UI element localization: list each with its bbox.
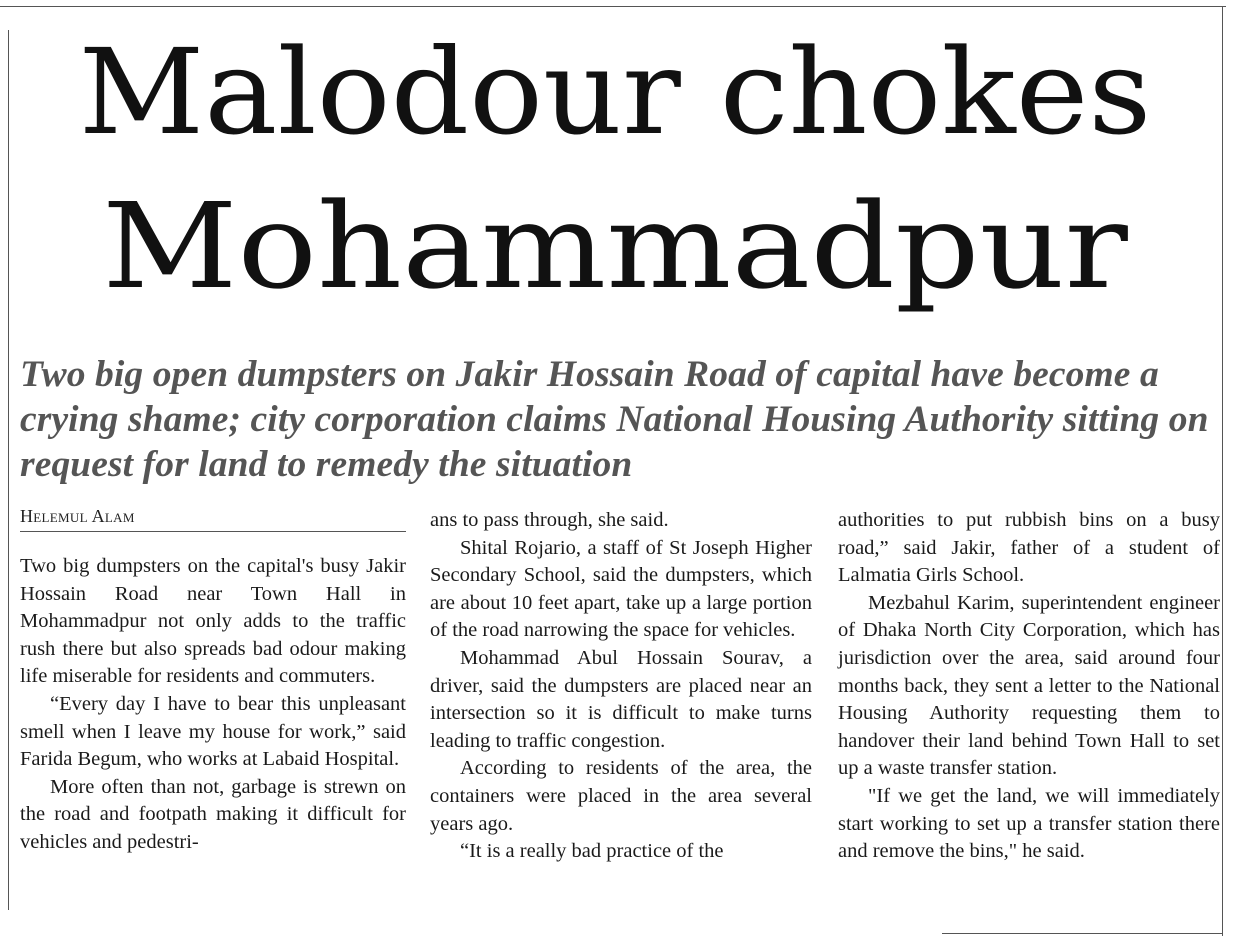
paragraph: More often than not, garbage is strewn on the road and footpath making it difficult for vehicles and pedestri- [20,775,406,853]
article-column-2 [430,507,812,866]
byline: Helemul Alam [20,506,406,532]
deck-subheadline: Two big open dumpsters on Jakir Hossain Road of capital have become a crying shame; city corporation claims National Housing Authority sitting on request for land to remedy the situation [20,354,1209,485]
paragraph: Shital Rojario, a staff of St Joseph Higher Secondary School, said the dumpsters, which are about 10 feet apart, take up a large portion of the road narrowing the space for vehicles. [430,536,812,642]
paragraph: "If we get the land, we will immediately start working to set up a transfer station there and remove the bins," he said. [838,784,1220,863]
headline-line-1: Malodour chokes [78,23,1152,161]
paragraph: According to residents of the area, the containers were placed in the area several years ago. [430,757,812,835]
article-column-3 [838,507,1220,866]
headline-line-2: Mohammadpur [102,177,1128,315]
paragraph: Mohammad Abul Hossain Sourav, a driver, said the dumpsters are placed near an intersection so it is difficult to make turns leading to traffic congestion. [430,646,812,752]
paragraph: Mezbahul Karim, superintendent engineer of Dhaka North City Corporation, which has jurisdiction over the area, said around four months back, they sent a letter to the National Housing Authority requesting them to handover their land behind Town Hall to set up a waste transfer station. [838,591,1220,780]
bottom-border-rule [942,933,1222,934]
paragraph-continued: ans to pass through, she said. [430,509,669,531]
paragraph-continued: authorities to put rubbish bins on a busy road,” said Jakir, father of a student of Lalmatia Girls School. [838,509,1220,587]
headline [0,12,1230,326]
paragraph: “It is a really bad practice of the [460,840,724,863]
paragraph: “Every day I have to bear this unpleasant smell when I leave my house for work,” said Farida Begum, who works at Labaid Hospital. [20,692,406,771]
article-column-1 [20,553,406,857]
top-border-rule [0,6,1226,7]
paragraph: Two big dumpsters on the capital's busy Jakir Hossain Road near Town Hall in Mohammadpur not only adds to the traffic rush there but also spreads bad odour making life miserable for residents and commuters. [20,555,406,688]
